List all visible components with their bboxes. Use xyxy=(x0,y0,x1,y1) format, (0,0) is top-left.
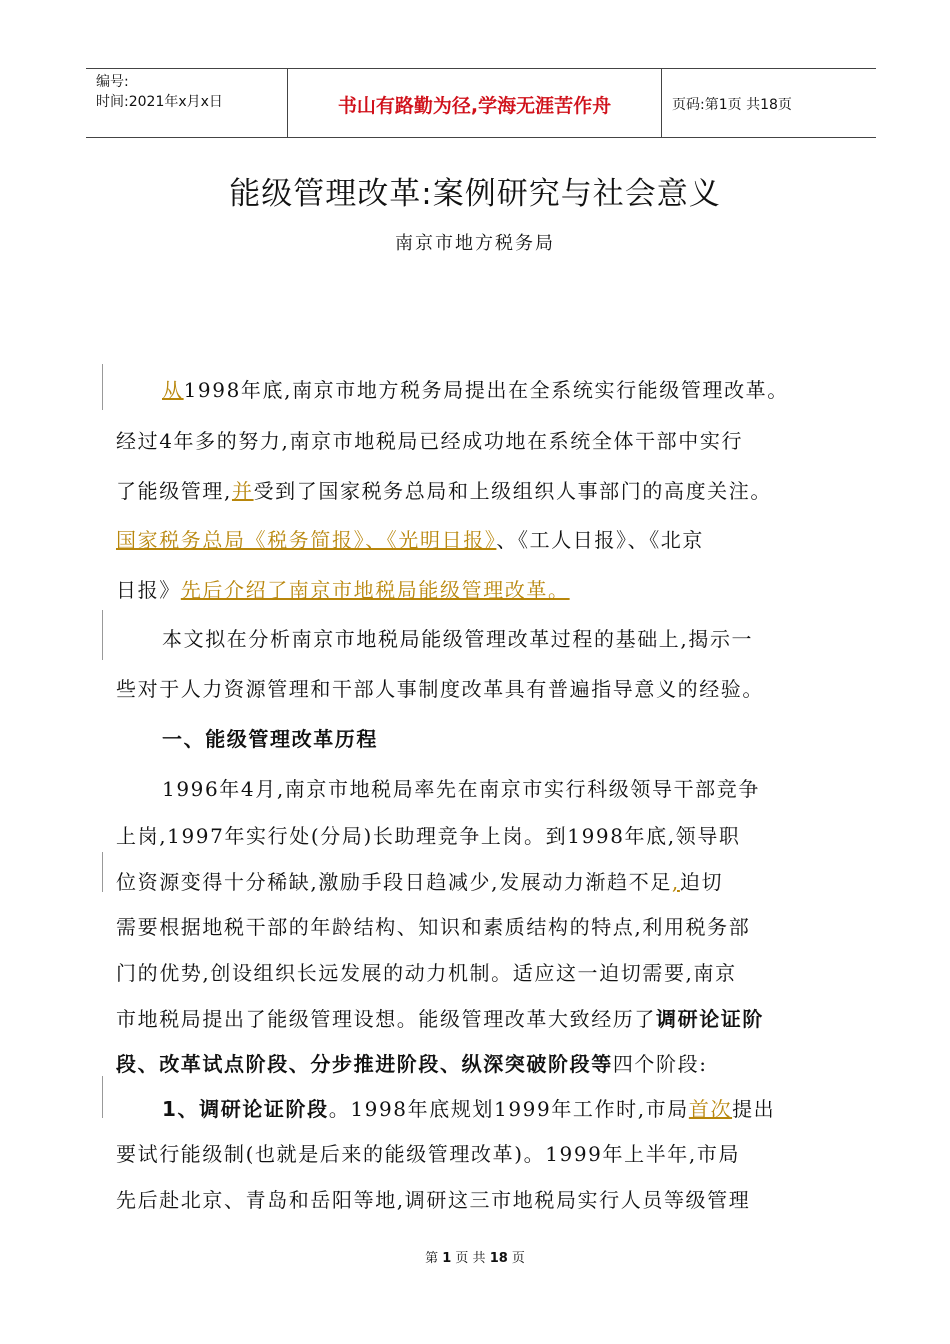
section-heading: 一、能级管理改革历程 xyxy=(162,727,378,751)
paragraph-3-line-1: 1996年4月,南京市地税局率先在南京市实行科级领导干部竞争 xyxy=(162,777,760,801)
body-text: 受到了国家税务总局和上级组织人事部门的高度关注。 xyxy=(253,479,772,503)
bold-text: 调研论证阶 xyxy=(656,1007,764,1031)
document-author: 南京市地方税务局 xyxy=(395,233,555,254)
paragraph-1-line-2: 经过4年多的努力,南京市地税局已经成功地在系统全体干部中实行 xyxy=(116,429,744,453)
paragraph-3-line-5: 门的优势,创设组织长远发展的动力机制。适应这一迫切需要,南京 xyxy=(116,961,737,985)
paragraph-3-line-4: 需要根据地税干部的年龄结构、知识和素质结构的特点,利用税务部 xyxy=(116,915,751,939)
page-footer xyxy=(0,1247,950,1266)
tracked-change-text: , xyxy=(671,870,680,894)
revision-mark xyxy=(102,364,103,410)
revision-mark xyxy=(102,1076,103,1118)
document-header xyxy=(86,68,876,138)
body-text: 、《工人日报》、《北京 xyxy=(496,528,705,552)
footer-text: 第 xyxy=(425,1251,439,1266)
footer-total-pages: 18 xyxy=(489,1251,508,1266)
body-text: 。1998年底规划1999年工作时,市局 xyxy=(328,1097,689,1121)
paragraph-4-line-1 xyxy=(116,1096,856,1122)
paragraph-3-line-2: 上岗,1997年实行处(分局)长助理竞争上岗。到1998年底,领导职 xyxy=(116,824,741,848)
tracked-change-text: 先后介绍了南京市地税局能级管理改革。 xyxy=(180,578,570,602)
header-page-label: 页码:第1页 共18页 xyxy=(672,97,792,113)
body-text: 提出 xyxy=(732,1097,776,1121)
footer-text: 页 共 xyxy=(455,1251,486,1266)
paragraph-2-line-1: 本文拟在分析南京市地税局能级管理改革过程的基础上,揭示一 xyxy=(162,627,754,651)
paragraph-2-line-2: 些对于人力资源管理和干部人事制度改革具有普遍指导意义的经验。 xyxy=(116,677,764,701)
footer-text: 页 xyxy=(511,1251,525,1266)
tracked-change-text: 从 xyxy=(162,378,184,402)
revision-mark xyxy=(102,852,103,892)
header-motto: 书山有路勤为径,学海无涯苦作舟 xyxy=(337,95,612,117)
paragraph-1-line-5 xyxy=(116,577,856,603)
paragraph-1-line-3 xyxy=(116,478,856,504)
paragraph-4-line-2: 要试行能级制(也就是后来的能级管理改革)。1999年上半年,市局 xyxy=(116,1142,741,1166)
paragraph-1-line-4 xyxy=(116,527,856,553)
paragraph-4-line-3: 先后赴北京、青岛和岳阳等地,调研这三市地税局实行人员等级管理 xyxy=(116,1188,751,1212)
tracked-change-text: 首次 xyxy=(688,1097,733,1121)
body-text: 四个阶段: xyxy=(612,1052,708,1076)
document-number-label: 编号: xyxy=(96,74,129,90)
bold-text: 1、调研论证阶段 xyxy=(162,1097,329,1121)
header-motto-cell xyxy=(288,69,662,137)
revision-mark xyxy=(102,610,103,660)
document-time-label: 时间:2021年x月x日 xyxy=(96,94,223,110)
body-text: 位资源变得十分稀缺,激励手段日趋减少,发展动力渐趋不足 xyxy=(116,870,672,894)
tracked-change-text: 并 xyxy=(231,479,254,503)
body-text: 迫切 xyxy=(679,870,724,894)
document-title: 能级管理改革:案例研究与社会意义 xyxy=(229,176,721,212)
footer-page-number: 1 xyxy=(442,1251,452,1266)
body-text: 了能级管理, xyxy=(116,479,232,503)
body-text: 1998年底,南京市地方税务局提出在全系统实行能级管理改革。 xyxy=(183,378,789,402)
tracked-change-text: 国家税务总局《税务简报》、《光明日报》 xyxy=(116,528,497,552)
paragraph-3-line-6 xyxy=(116,1006,856,1032)
paragraph-3-line-3 xyxy=(116,869,856,895)
paragraph-1-line-1 xyxy=(116,377,856,403)
paragraph-3-line-7 xyxy=(116,1051,856,1077)
body-text: 日报》 xyxy=(116,578,181,602)
body-text: 市地税局提出了能级管理设想。能级管理改革大致经历了 xyxy=(116,1007,656,1031)
header-page-cell xyxy=(662,69,876,137)
header-meta-cell xyxy=(86,69,288,137)
bold-text: 段、改革试点阶段、分步推进阶段、纵深突破阶段等 xyxy=(116,1052,613,1076)
